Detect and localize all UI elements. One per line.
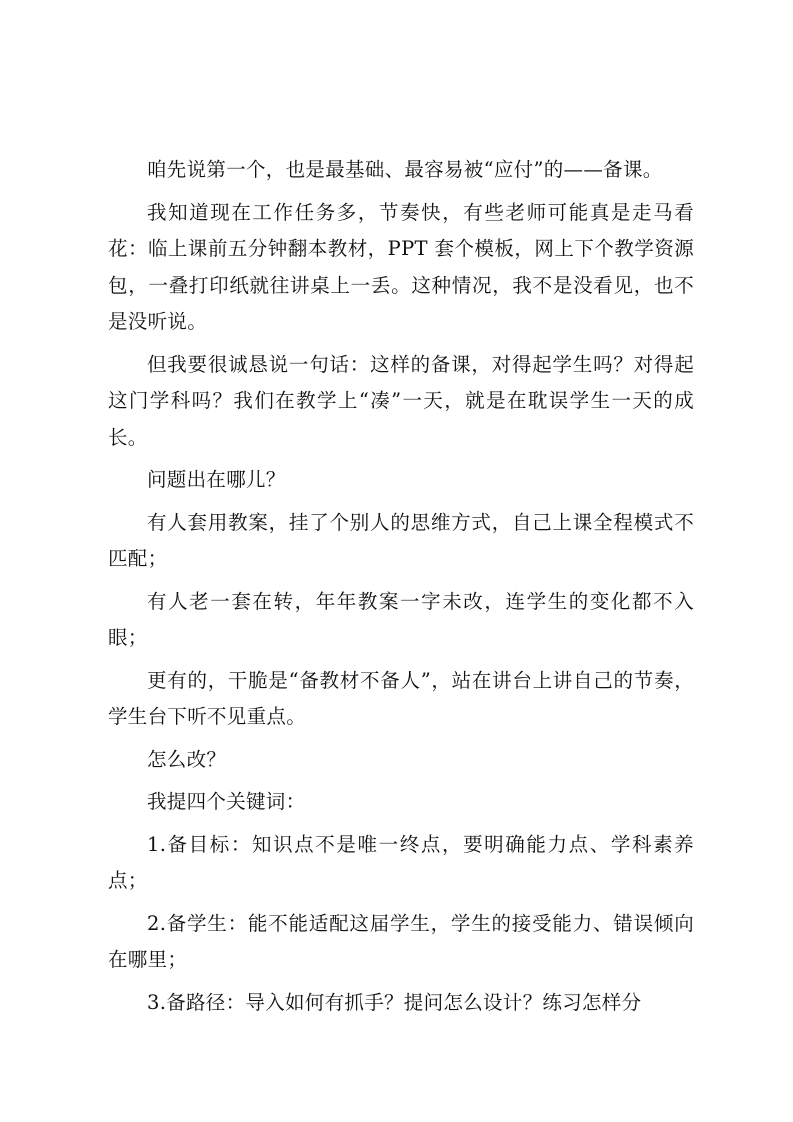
paragraph-3: 但我要很诚恳说一句话：这样的备课，对得起学生吗？对得起这门学科吗？我们在教学上“凑”一天，就是在耽误学生一天的成长。 <box>108 352 694 449</box>
paragraph-9: 我提四个关键词： <box>147 790 306 813</box>
paragraph-8: 怎么改？ <box>147 747 227 771</box>
list-item-1: 1.备目标：知识点不是唯一终点，要明确能力点、学科素养点； <box>108 832 694 892</box>
paragraph-6: 有人老一套在转，年年教案一字未改，连学生的变化都不入眼； <box>108 589 694 649</box>
paragraph-7: 更有的，干脆是“备教材不备人”，站在讲台上讲自己的节奏，学生台下听不见重点。 <box>108 668 694 728</box>
paragraph-5: 有人套用教案，挂了个别人的思维方式，自己上课全程模式不匹配； <box>108 510 694 570</box>
list-item-2: 2.备学生：能不能适配这届学生，学生的接受能力、错误倾向在哪里； <box>108 911 694 971</box>
list-item-3: 3.备路径：导入如何有抓手？提问怎么设计？练习怎样分 <box>147 990 642 1014</box>
paragraph-4: 问题出在哪儿？ <box>147 468 286 491</box>
paragraph-2: 我知道现在工作任务多，节奏快，有些老师可能真是走马看花：临上课前五分钟翻本教材，PPT 套个模板，网上下个教学资源包，一叠打印纸就往讲桌上一丢。这种情况，我不是没看见，也不是没听说。 <box>108 200 694 333</box>
paragraph-1: 咱先说第一个，也是最基础、最容易被“应付”的——备课。 <box>147 158 663 181</box>
document-page <box>108 152 694 1027</box>
